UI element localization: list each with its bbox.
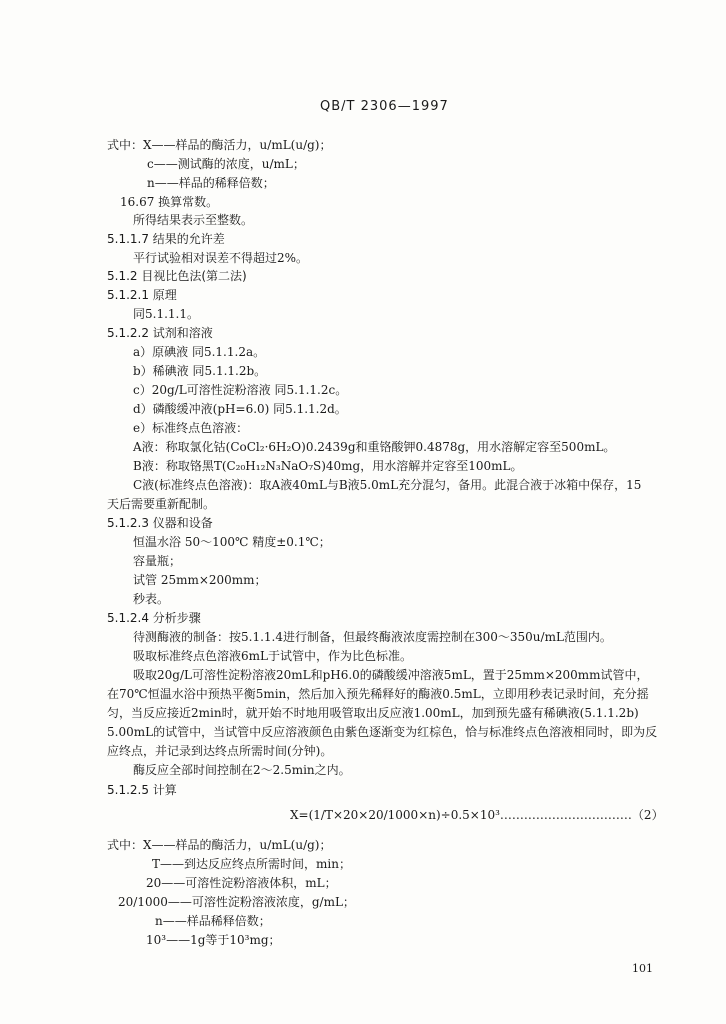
text-line: 秒表。 (133, 592, 170, 606)
text-line: 酶反应全部时间控制在2～2.5min之内。 (133, 763, 351, 777)
text-line: 吸取20g/L可溶性淀粉溶液20mL和pH6.0的磷酸缓冲溶液5mL，置于25mm×200mm试管中， (133, 668, 649, 682)
list-item: e）标准终点色溶液： (133, 421, 249, 435)
text-line: 待测酶液的制备：按5.1.1.4进行制备，但最终酶液浓度需控制在300～350u/mL范围内。 (133, 630, 612, 644)
list-item: c）20g/L可溶性淀粉溶液 同5.1.1.2c。 (133, 383, 348, 397)
section-heading: 5.1.1.7 结果的允许差 (107, 232, 225, 246)
section-heading: 5.1.2.3 仪器和设备 (107, 516, 213, 530)
text-line: n——样品稀释倍数； (155, 914, 271, 928)
text-line: 20——可溶性淀粉溶液体积，mL； (146, 876, 337, 890)
text-line: c——测试酶的浓度，u/mL； (147, 157, 305, 171)
text-line: 所得结果表示至整数。 (133, 213, 254, 227)
list-item: a）原碘液 同5.1.1.2a。 (133, 345, 266, 359)
text-line: 平行试验相对误差不得超过2%。 (133, 251, 309, 265)
text-line: 16.67 换算常数。 (120, 195, 219, 209)
text-line: 式中：X——样品的酶活力，u/mL(u/g)； (107, 138, 332, 152)
section-heading: 5.1.2.2 试剂和溶液 (107, 326, 213, 340)
text-line: 容量瓶； (133, 554, 182, 568)
text-line: 5.00mL的试管中，当试管中反应溶液颜色由紫色逐渐变为红棕色，恰与标准终点色溶液相同时，即为反 (107, 725, 658, 739)
text-line: A液：称取氯化钴(CoCl₂·6H₂O)0.2439g和重铬酸钾0.4878g，用水溶解定容至500mL。 (133, 440, 616, 454)
text-line: 在70℃恒温水浴中预热平衡5min，然后加入预先稀释好的酶液0.5mL，立即用秒表记录时间，充分摇 (107, 687, 649, 701)
text-line: T——到达反应终点所需时间，min； (152, 857, 351, 871)
section-heading: 5.1.2 目视比色法(第二法) (107, 269, 247, 283)
text-line: 恒温水浴 50～100℃ 精度±0.1℃； (133, 535, 331, 549)
page-header: QB/T 2306—1997 (320, 99, 449, 114)
text-line: 应终点，并记录到达终点所需时间(分钟)。 (107, 744, 333, 758)
text-line: 试管 25mm×200mm； (133, 573, 267, 587)
list-item: b）稀碘液 同5.1.1.2b。 (133, 364, 267, 378)
section-heading: 5.1.2.5 计算 (107, 783, 177, 797)
text-line: C液(标准终点色溶液)：取A液40mL与B液5.0mL充分混匀，备用。此混合液于冰箱中保存，15 (133, 478, 642, 492)
text-line: 吸取标准终点色溶液6mL于试管中，作为比色标准。 (133, 649, 412, 663)
formula: X=(1/T×20×20/1000×n)÷0.5×10³……………………………（2） (290, 808, 664, 822)
text-line: 同5.1.1.1。 (133, 307, 199, 321)
text-line: 式中：X——样品的酶活力，u/mL(u/g)； (107, 838, 332, 852)
page-number: 101 (632, 962, 653, 975)
text-line: 20/1000——可溶性淀粉溶液浓度，g/mL； (118, 895, 355, 909)
text-line: 天后需要重新配制。 (107, 497, 216, 511)
text-line: 10³——1g等于10³mg； (146, 933, 281, 947)
list-item: d）磷酸缓冲液(pH=6.0) 同5.1.1.2d。 (133, 402, 347, 416)
section-heading: 5.1.2.1 原理 (107, 288, 177, 302)
section-heading: 5.1.2.4 分析步骤 (107, 611, 201, 625)
text-line: B液：称取铬黑T(C₂₀H₁₂N₃NaO₇S)40mg，用水溶解并定容至100mL。 (133, 459, 523, 473)
text-line: n——样品的稀释倍数； (147, 176, 275, 190)
text-line: 匀，当反应接近2min时，就开始不时地用吸管取出反应液1.00mL，加到预先盛有稀碘液(5.1.1.2b) (107, 706, 639, 720)
